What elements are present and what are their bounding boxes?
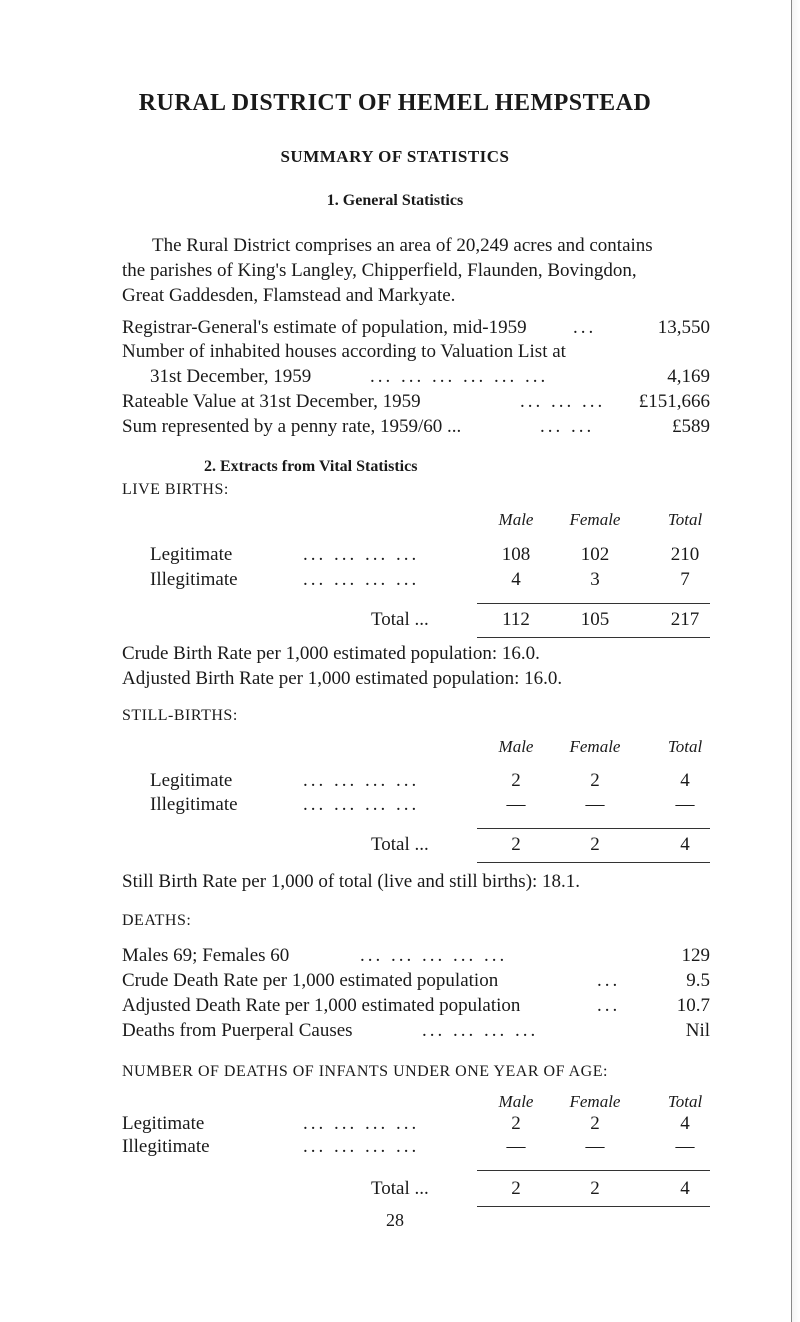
puerperal-label: Deaths from Puerperal Causes	[122, 1020, 353, 1041]
live-legit-label: Legitimate	[150, 544, 233, 565]
stat-label-houses-date: 31st December, 1959	[150, 366, 312, 387]
deaths-label: DEATHS:	[122, 912, 192, 929]
section-heading-general: 1. General Statistics	[326, 192, 464, 209]
live-total-total: 217	[670, 609, 700, 630]
page-title: RURAL DISTRICT OF HEMEL HEMPSTEAD	[138, 90, 652, 116]
adjusted-death-label: Adjusted Death Rate per 1,000 estimated population	[122, 995, 521, 1016]
page-number: 28	[386, 1210, 404, 1230]
deaths-total-label: Males 69; Females 60	[122, 945, 290, 966]
live-illegit-leader: ... ... ... ...	[303, 569, 420, 590]
intro-line-1: The Rural District comprises an area of 20,249 acres and contains	[152, 235, 653, 256]
stat-leader-houses: ... ... ... ... ... ...	[370, 366, 549, 387]
intro-line-2: the parishes of King's Langley, Chipperfield, Flaunden, Bovingdon,	[122, 260, 637, 281]
crude-death-label: Crude Death Rate per 1,000 estimated population	[122, 970, 499, 991]
live-legit-female: 102	[580, 544, 610, 565]
live-total-male: 112	[502, 609, 530, 630]
deaths-total-leader: ... ... ... ... ...	[360, 945, 508, 966]
still-birth-rate: Still Birth Rate per 1,000 of total (live and still births): 18.1.	[122, 871, 581, 892]
stat-label-houses: Number of inhabited houses according to Valuation List at	[122, 341, 566, 362]
puerperal-leader: ... ... ... ...	[422, 1020, 539, 1041]
live-total-rule-bottom	[477, 637, 710, 638]
still-total-rule-bottom	[477, 862, 710, 863]
still-legit-leader: ... ... ... ...	[303, 770, 420, 791]
live-total-rule-top	[477, 603, 710, 604]
still-illegit-female: —	[585, 794, 605, 815]
still-legit-total: 4	[680, 770, 690, 791]
crude-death-leader: ...	[597, 970, 621, 991]
deaths-total-value: 129	[681, 945, 710, 966]
col-female-header: Female	[569, 510, 621, 529]
live-illegit-label: Illegitimate	[150, 569, 238, 590]
still-legit-label: Legitimate	[150, 770, 233, 791]
still-legit-female: 2	[590, 770, 600, 791]
stat-value-penny-rate: £589	[672, 416, 710, 437]
infant-legit-female: 2	[590, 1113, 600, 1134]
infant-col-total-header: Total	[667, 1092, 703, 1111]
stat-leader-population: ...	[573, 317, 597, 338]
still-col-male-header: Male	[498, 737, 534, 756]
stat-label-rateable: Rateable Value at 31st December, 1959	[122, 391, 421, 412]
infant-total-label: Total ...	[371, 1178, 429, 1199]
infant-col-male-header: Male	[498, 1092, 534, 1111]
adjusted-death-leader: ...	[597, 995, 621, 1016]
stat-label-penny-rate: Sum represented by a penny rate, 1959/60 ...	[122, 416, 462, 437]
live-legit-male: 108	[501, 544, 531, 565]
live-total-female: 105	[580, 609, 610, 630]
col-male-header: Male	[498, 510, 534, 529]
infant-illegit-leader: ... ... ... ...	[303, 1136, 420, 1157]
puerperal-value: Nil	[685, 1020, 710, 1041]
still-total-label: Total ...	[371, 834, 429, 855]
intro-line-3: Great Gaddesden, Flamstead and Markyate.	[122, 285, 456, 306]
infant-deaths-label: NUMBER OF DEATHS OF INFANTS UNDER ONE YEAR OF AGE:	[122, 1063, 608, 1080]
stat-leader-rateable: ... ... ...	[520, 391, 606, 412]
infant-legit-leader: ... ... ... ...	[303, 1113, 420, 1134]
stat-leader-penny-rate: ... ...	[540, 416, 595, 437]
page-edge	[791, 0, 800, 1322]
still-illegit-label: Illegitimate	[150, 794, 238, 815]
adjusted-death-value: 10.7	[676, 995, 710, 1016]
live-legit-total: 210	[670, 544, 700, 565]
still-illegit-male: —	[506, 794, 526, 815]
infant-total-rule-top	[477, 1170, 710, 1171]
still-total-total: 4	[680, 834, 690, 855]
stat-value-population: 13,550	[657, 317, 710, 338]
still-births-label: STILL-BIRTHS:	[122, 707, 238, 724]
infant-illegit-female: —	[585, 1136, 605, 1157]
still-total-male: 2	[511, 834, 521, 855]
infant-total-rule-bottom	[477, 1206, 710, 1207]
infant-illegit-total: —	[675, 1136, 695, 1157]
infant-legit-male: 2	[511, 1113, 521, 1134]
still-illegit-leader: ... ... ... ...	[303, 794, 420, 815]
live-illegit-total: 7	[680, 569, 690, 590]
infant-total-male: 2	[511, 1178, 521, 1199]
still-col-total-header: Total	[667, 737, 703, 756]
infant-col-female-header: Female	[569, 1092, 621, 1111]
infant-illegit-label: Illegitimate	[122, 1136, 210, 1157]
crude-death-value: 9.5	[686, 970, 710, 991]
infant-legit-total: 4	[680, 1113, 690, 1134]
col-total-header: Total	[667, 510, 703, 529]
still-col-female-header: Female	[569, 737, 621, 756]
infant-illegit-male: —	[506, 1136, 526, 1157]
stat-label-population: Registrar-General's estimate of population, mid-1959	[122, 317, 527, 338]
still-illegit-total: —	[675, 794, 695, 815]
live-total-label: Total ...	[371, 609, 429, 630]
page-subtitle: SUMMARY OF STATISTICS	[280, 147, 510, 166]
stat-value-houses: 4,169	[667, 366, 710, 387]
adjusted-birth-rate: Adjusted Birth Rate per 1,000 estimated population: 16.0.	[122, 668, 563, 689]
live-legit-leader: ... ... ... ...	[303, 544, 420, 565]
still-total-rule-top	[477, 828, 710, 829]
infant-total-female: 2	[590, 1178, 600, 1199]
live-illegit-male: 4	[511, 569, 521, 590]
section-heading-vital: 2. Extracts from Vital Statistics	[204, 458, 418, 475]
crude-birth-rate: Crude Birth Rate per 1,000 estimated population: 16.0.	[122, 643, 540, 664]
live-births-label: LIVE BIRTHS:	[122, 481, 229, 498]
still-total-female: 2	[590, 834, 600, 855]
live-illegit-female: 3	[590, 569, 600, 590]
stat-value-rateable: £151,666	[638, 391, 710, 412]
infant-legit-label: Legitimate	[122, 1113, 205, 1134]
infant-total-total: 4	[680, 1178, 690, 1199]
still-legit-male: 2	[511, 770, 521, 791]
